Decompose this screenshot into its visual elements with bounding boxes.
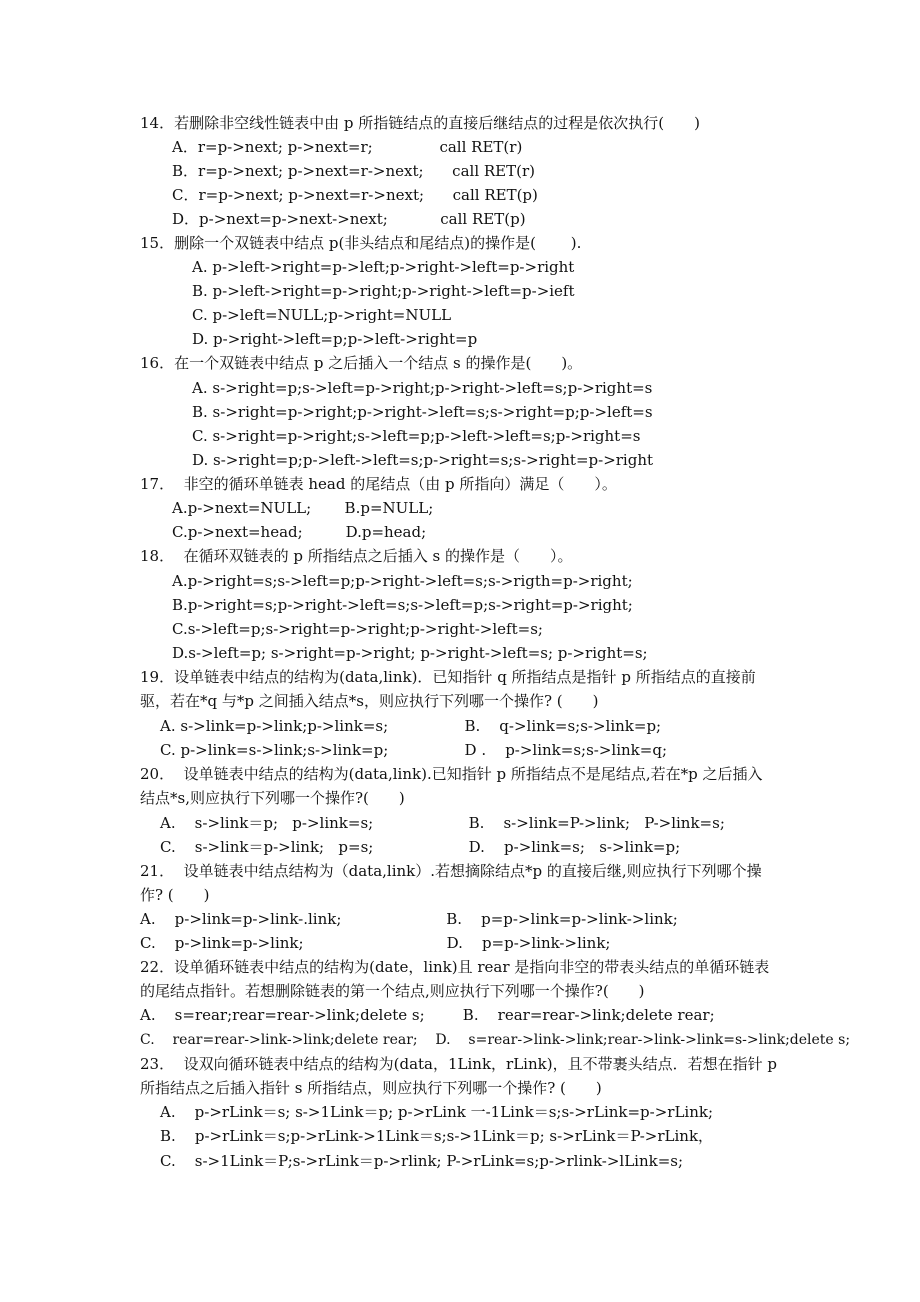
question-23-option-a: A. p->rLink＝s; s->1Link＝p; p->rLink 一-1Link＝s;s->rLink=p->rLink; xyxy=(160,1103,714,1121)
question-18-stem: 18． 在循环双链表的 p 所指结点之后插入 s 的操作是（ ）。 xyxy=(140,547,573,565)
question-23-stem-line-1: 23． 设双向循环链表中结点的结构为(data，1Link，rLink)，且不带裹头结点．若想在指针 p xyxy=(140,1055,777,1073)
question-21-options-cd: C. p->link=p->link; D. p=p->link->link; xyxy=(140,934,611,952)
question-19-options-ab: A. s->link=p->link;p->link=s; B. q->link=s;s->link=p; xyxy=(160,717,662,735)
question-23-option-b: B. p->rLink＝s;p->rLink->1Link＝s;s->1Link＝p; s->rLink＝P->rLink， xyxy=(160,1127,714,1145)
question-15-option-b: B. p->left->right=p->right;p->right->left=p->ieft xyxy=(192,282,575,300)
question-14-option-c: C．r=p->next; p->next=r->next; call RET(p) xyxy=(172,186,538,204)
question-17-options-cd: C.p->next=head; D.p=head; xyxy=(172,523,427,541)
question-15-option-d: D. p->right->left=p;p->left->right=p xyxy=(192,330,478,348)
question-14-stem: 14．若删除非空线性链表中由 p 所指链结点的直接后继结点的过程是依次执行( ) xyxy=(140,114,700,132)
question-21-stem-line-1: 21． 设单链表中结点结构为（data,link）.若想摘除结点*p 的直接后继,则应执行下列哪个操 xyxy=(140,862,762,880)
question-22-options-ab: A. s=rear;rear=rear->link;delete s; B. rear=rear->link;delete rear; xyxy=(140,1006,715,1024)
question-20-options-ab: A. s->link＝p; p->link=s; B. s->link=P->link; P->link=s; xyxy=(160,814,725,832)
question-16-option-d: D. s->right=p;p->left->left=s;p->right=s;s->right=p->right xyxy=(192,451,654,469)
question-18-option-c: C.s->left=p;s->right=p->right;p->right->left=s; xyxy=(172,620,543,638)
question-17-stem: 17． 非空的循环单链表 head 的尾结点（由 p 所指向）满足（ ）。 xyxy=(140,475,617,493)
question-16-option-c: C. s->right=p->right;s->left=p;p->left->left=s;p->right=s xyxy=(192,427,641,445)
question-15-option-a: A. p->left->right=p->left;p->right->left=p->right xyxy=(192,258,575,276)
question-22-stem-line-2: 的尾结点指针。若想删除链表的第一个结点,则应执行下列哪一个操作?( ) xyxy=(140,982,645,1000)
question-18-option-a: A.p->right=s;s->left=p;p->right->left=s;s->rigth=p->right; xyxy=(172,572,633,590)
question-14-option-b: B．r=p->next; p->next=r->next; call RET(r) xyxy=(172,162,536,180)
question-16-option-b: B. s->right=p->right;p->right->left=s;s->right=p;p->left=s xyxy=(192,403,653,421)
question-15-stem: 15．删除一个双链表中结点 p(非头结点和尾结点)的操作是( ). xyxy=(140,234,582,252)
question-20-options-cd: C. s->link＝p->link; p=s; D. p->link=s; s->link=p; xyxy=(160,838,681,856)
question-15-option-c: C. p->left=NULL;p->right=NULL xyxy=(192,306,452,324)
question-17-options-ab: A.p->next=NULL; B.p=NULL; xyxy=(172,499,434,517)
question-21-stem-line-2: 作? ( ) xyxy=(140,886,210,904)
question-19-stem-line-1: 19．设单链表中结点的结构为(data,link)．已知指针 q 所指结点是指针 p 所指结点的直接前 xyxy=(140,668,756,686)
question-20-stem-line-2: 结点*s,则应执行下列哪一个操作?( ) xyxy=(140,789,405,807)
question-21-options-ab: A. p->link=p->link-.link; B. p=p->link=p->link->link; xyxy=(140,910,678,928)
question-16-stem: 16．在一个双链表中结点 p 之后插入一个结点 s 的操作是( )。 xyxy=(140,354,583,372)
question-14-option-a: A．r=p->next; p->next=r; call RET(r) xyxy=(172,138,523,156)
question-19-options-cd: C. p->link=s->link;s->link=p; D . p->link=s;s->link=q; xyxy=(160,741,667,759)
question-23-stem-line-2: 所指结点之后插入指针 s 所指结点，则应执行下列哪一个操作? ( ) xyxy=(140,1079,602,1097)
question-20-stem-line-1: 20． 设单链表中结点的结构为(data,link).已知指针 p 所指结点不是尾结点,若在*p 之后插入 xyxy=(140,765,763,783)
question-23-option-c: C. s->1Link＝P;s->rLink＝p->rlink; P->rLink=s;p->rlink->lLink=s; xyxy=(160,1152,684,1170)
question-19-stem-line-2: 驱，若在*q 与*p 之间插入结点*s，则应执行下列哪一个操作? ( ) xyxy=(140,692,599,710)
question-18-option-b: B.p->right=s;p->right->left=s;s->left=p;s->right=p->right; xyxy=(172,596,633,614)
question-18-option-d: D.s->left=p; s->right=p->right; p->right->left=s; p->right=s; xyxy=(172,644,648,662)
question-16-option-a: A. s->right=p;s->left=p->right;p->right->left=s;p->right=s xyxy=(192,379,653,397)
question-22-stem-line-1: 22．设单循环链表中结点的结构为(date，link)且 rear 是指向非空的带表头结点的单循环链表 xyxy=(140,958,770,976)
question-14-option-d: D．p->next=p->next->next; call RET(p) xyxy=(172,210,526,228)
question-22-options-cd: C. rear=rear->link->link;delete rear; D. s=rear->link->link;rear->link->link=s->link;delete s; xyxy=(140,1032,851,1048)
